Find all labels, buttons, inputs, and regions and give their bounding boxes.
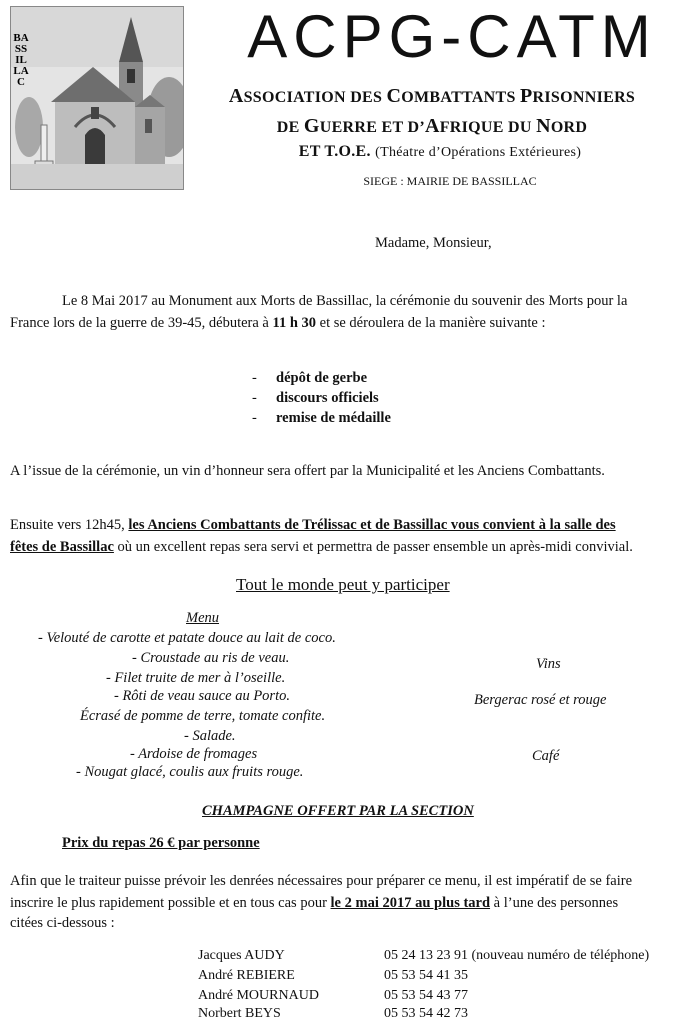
drink-item: Café xyxy=(532,748,560,764)
menu-item: - Filet truite de mer à l’oseille. xyxy=(106,670,286,686)
intro-line-1: Le 8 Mai 2017 au Monument aux Morts de Bassillac, la cérémonie du souvenir des Morts pour la xyxy=(62,293,628,309)
contact-name: Jacques AUDY xyxy=(198,948,285,963)
program-item: - remise de médaille xyxy=(252,410,391,426)
inscription-line-3: citées ci-dessous : xyxy=(10,915,115,931)
page-title: ACPG-CATM xyxy=(247,3,657,70)
program-item: - discours officiels xyxy=(252,390,379,406)
program-list xyxy=(252,368,391,428)
meal-price: Prix du repas 26 € par personne xyxy=(62,835,260,851)
deadline: le 2 mai 2017 au plus tard xyxy=(330,895,491,911)
ensuite-line-2: fêtes de Bassillac où un excellent repas sera servi et permettra de passer ensemble un après-midi convivial. xyxy=(10,539,633,555)
siege-address: SIEGE : MAIRIE DE BASSILLAC xyxy=(363,174,537,188)
inscription-line-1: Afin que le traiteur puisse prévoir les denrées nécessaires pour préparer ce menu, il est impératif de se faire xyxy=(10,873,633,889)
church-illustration xyxy=(11,7,183,189)
champagne-note: CHAMPAGNE OFFERT PAR LA SECTION xyxy=(202,803,474,819)
church-photo xyxy=(10,6,184,190)
menu-item: - Croustade au ris de veau. xyxy=(132,650,290,666)
menu-item: - Ardoise de fromages xyxy=(130,746,258,762)
menu-title: Menu xyxy=(186,610,220,626)
greeting: Madame, Monsieur, xyxy=(375,235,492,251)
contact-phone: 05 53 54 42 73 xyxy=(384,1006,468,1021)
tout-le-monde: Tout le monde peut y participer xyxy=(236,575,450,594)
drink-item: Vins xyxy=(536,656,561,672)
ensuite-line-1: Ensuite vers 12h45, les Anciens Combattants de Trélissac et de Bassillac vous convient à la salle des xyxy=(10,517,616,533)
program-item: - dépôt de gerbe xyxy=(252,370,368,386)
start-time: 11 h 30 xyxy=(272,315,317,331)
vin-honneur-text: A l’issue de la cérémonie, un vin d’honneur sera offert par la Municipalité et les Anciens Combattants. xyxy=(10,463,605,479)
menu-item: - Velouté de carotte et patate douce au lait de coco. xyxy=(38,630,336,646)
menu-item: - Rôti de veau sauce au Porto. xyxy=(114,688,290,704)
menu-item: Écrasé de pomme de terre, tomate confite. xyxy=(80,708,326,724)
contact-phone: 05 53 54 43 77 xyxy=(384,988,468,1003)
intro-line-2: France lors de la guerre de 39-45, débutera à 11 h 30 et se déroulera de la manière suivante : xyxy=(10,315,546,331)
association-name-line-3: ET T.O.E. (Théatre d’Opérations Extérieures) xyxy=(298,143,582,160)
contact-name: André MOURNAUD xyxy=(198,988,319,1003)
drink-item: Bergerac rosé et rouge xyxy=(474,692,607,708)
contact-name: André REBIERE xyxy=(198,968,295,983)
contact-phone: 05 24 13 23 91 (nouveau numéro de téléphone) xyxy=(384,948,650,963)
inscription-line-2: inscrire le plus rapidement possible et en tous cas pour le 2 mai 2017 au plus tard à l’une des personnes xyxy=(10,895,619,911)
contact-phone: 05 53 54 41 35 xyxy=(384,968,468,983)
menu-item: - Salade. xyxy=(184,728,236,744)
association-name-line-1: ASSOCIATION DES COMBATTANTS PRISONNIERS xyxy=(228,85,636,107)
association-name-line-2: DE GUERRE ET D’AFRIQUE DU NORD xyxy=(276,115,588,137)
town-label: BASSILLAC xyxy=(13,32,29,88)
contact-name: Norbert BEYS xyxy=(198,1006,281,1021)
menu-item: - Nougat glacé, coulis aux fruits rouge. xyxy=(76,764,304,780)
